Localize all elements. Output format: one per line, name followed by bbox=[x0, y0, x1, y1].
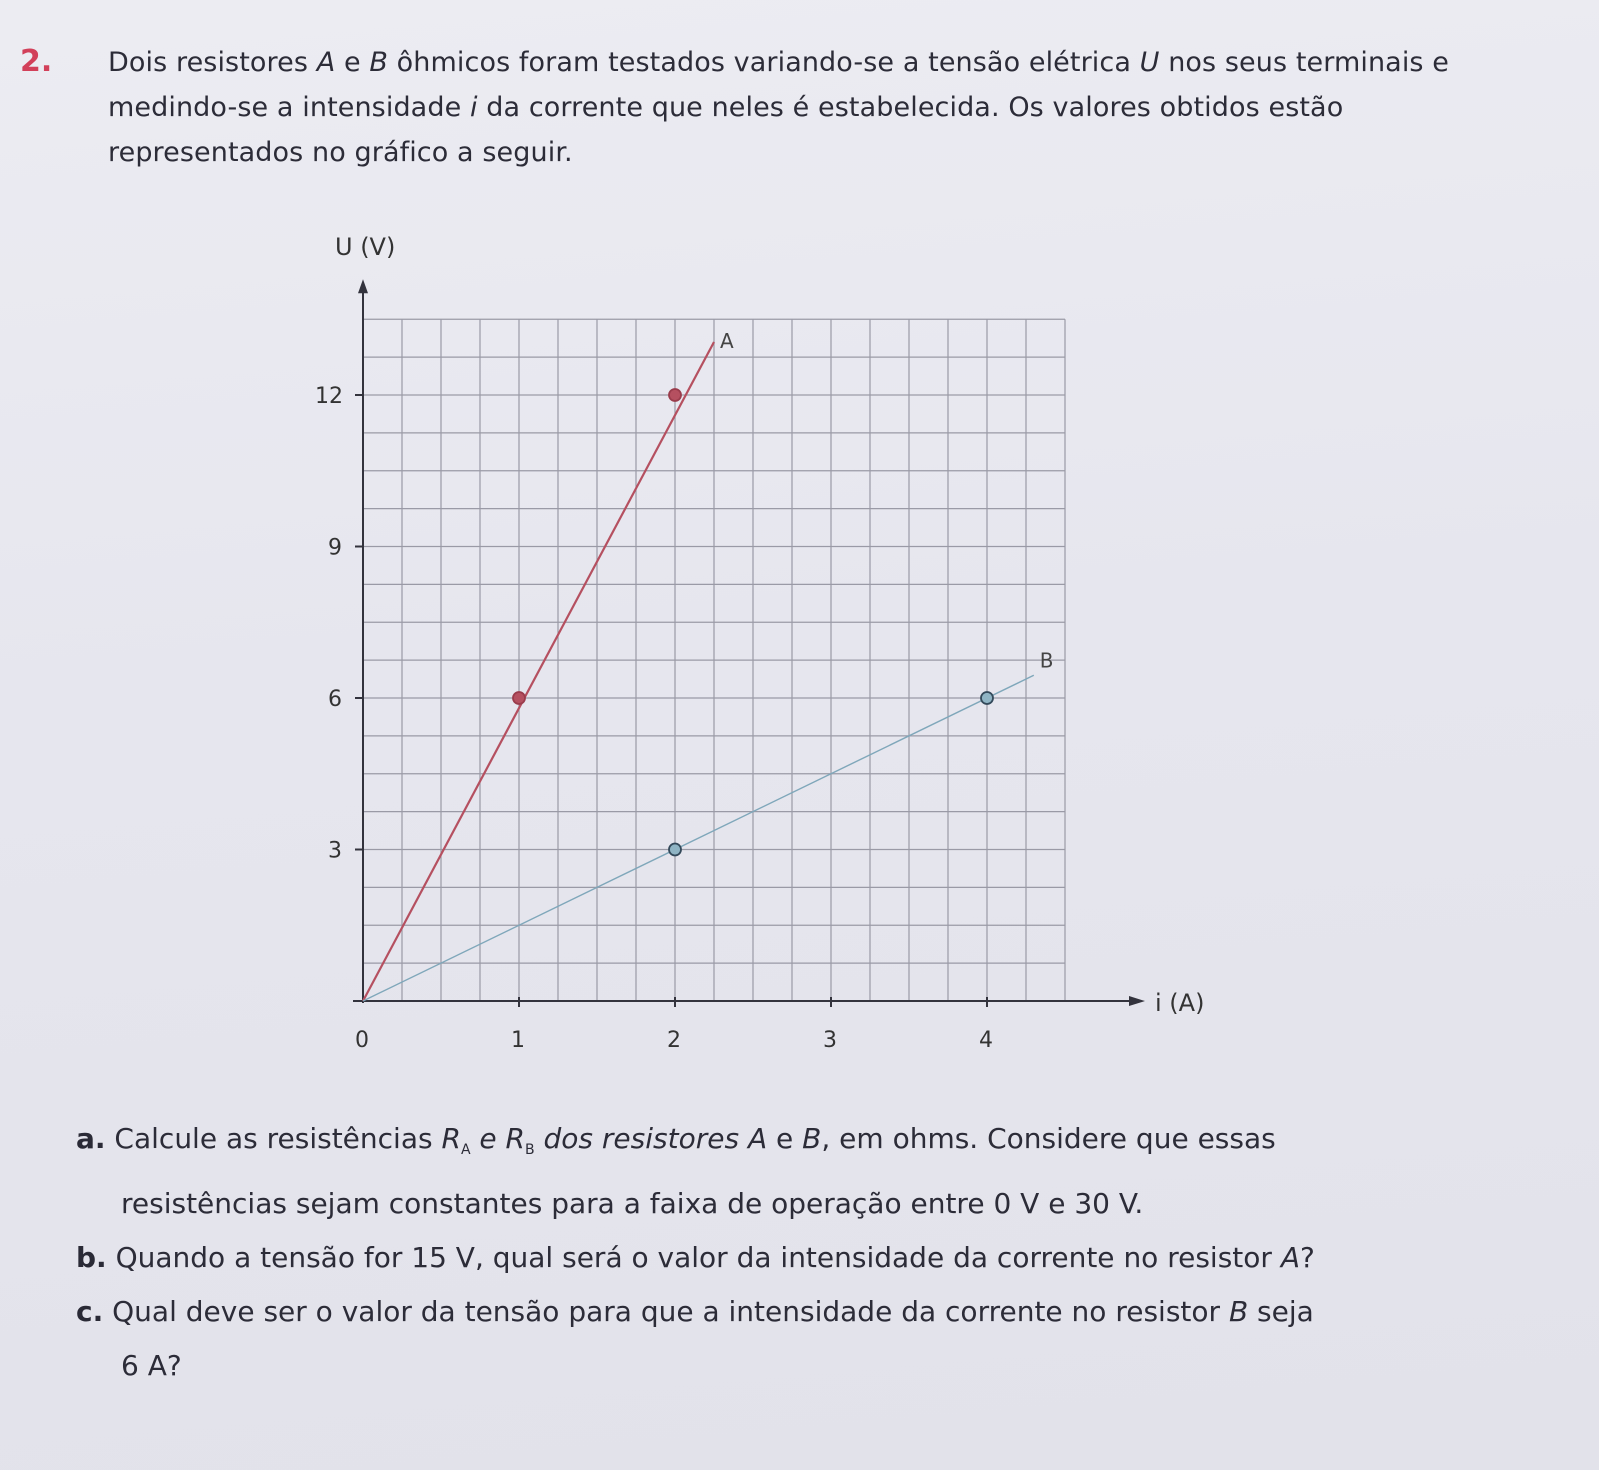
y-axis-label: U (V) bbox=[335, 233, 396, 261]
rb-symbol: R bbox=[505, 1122, 526, 1155]
intro-text-5: da corrente que neles é estabelecida. Os valores obtidos estão representados no gráfico a seguir. bbox=[108, 92, 1344, 168]
resistance-rb bbox=[505, 1122, 535, 1158]
item-a-text-3: dos resistores bbox=[534, 1122, 748, 1155]
voltage-current-chart bbox=[260, 225, 1260, 1075]
series-b-point bbox=[669, 844, 681, 856]
item-b-letter: b. bbox=[76, 1241, 107, 1274]
series-a-line bbox=[363, 342, 714, 1001]
x-tick-label: 4 bbox=[979, 1028, 993, 1053]
intro-text-4: nos seus terminais e medindo-se a intensidade bbox=[108, 47, 1449, 123]
item-c-resistor-b: B bbox=[1228, 1295, 1249, 1328]
series-b-line bbox=[363, 675, 1034, 1001]
x-axis-label: i (A) bbox=[1155, 989, 1205, 1017]
ra-subscript: A bbox=[460, 1142, 471, 1158]
item-c-text-2: seja bbox=[1248, 1295, 1314, 1328]
x-tick-label: 3 bbox=[823, 1028, 837, 1053]
series-a-point bbox=[669, 389, 681, 401]
item-b-text-2: ? bbox=[1299, 1241, 1315, 1274]
y-tick-label: 6 bbox=[328, 687, 342, 712]
item-c-letter: c. bbox=[76, 1295, 104, 1328]
item-a-resistor-a: A bbox=[747, 1122, 768, 1155]
intro-resistor-a: A bbox=[316, 47, 336, 78]
series-a-label: A bbox=[720, 328, 734, 353]
item-a bbox=[76, 1112, 1516, 1231]
x-tick-label: 0 bbox=[355, 1028, 369, 1053]
y-axis-arrow-icon bbox=[358, 279, 368, 293]
intro-resistor-b: B bbox=[369, 47, 388, 78]
series-a-point bbox=[513, 692, 525, 704]
chart-svg bbox=[260, 225, 1260, 1075]
item-b bbox=[76, 1231, 1516, 1285]
question-items bbox=[76, 1112, 1516, 1393]
question-number: 2. bbox=[20, 44, 53, 79]
item-a-line-2: resistências sejam constantes para a faixa de operação entre 0 V e 30 V. bbox=[121, 1187, 1144, 1220]
item-c bbox=[76, 1285, 1516, 1393]
chart-series bbox=[363, 329, 1054, 1001]
x-axis-arrow-icon bbox=[1129, 996, 1145, 1006]
intro-text-2: e bbox=[335, 47, 370, 78]
series-b-point bbox=[981, 692, 993, 704]
ra-symbol: R bbox=[441, 1122, 461, 1155]
chart-grid bbox=[363, 319, 1065, 1001]
question-intro bbox=[108, 40, 1488, 175]
rb-subscript: B bbox=[525, 1142, 535, 1158]
y-tick-label: 9 bbox=[328, 535, 342, 561]
item-b-resistor-a: A bbox=[1280, 1241, 1300, 1274]
item-a-letter: a. bbox=[76, 1122, 106, 1155]
item-b-text-1: Quando a tensão for 15 V, qual será o valor da intensidade da corrente no resistor bbox=[106, 1241, 1281, 1274]
item-a-text-2: e bbox=[470, 1122, 506, 1155]
intro-text-1: Dois resistores bbox=[108, 47, 317, 78]
intro-voltage-symbol: U bbox=[1139, 47, 1160, 78]
item-c-line-2: 6 A? bbox=[121, 1349, 182, 1382]
resistance-ra bbox=[441, 1122, 471, 1158]
item-a-text-5: , em ohms. Considere que essas bbox=[821, 1122, 1276, 1155]
x-tick-label: 1 bbox=[511, 1028, 525, 1053]
y-tick-label: 12 bbox=[315, 384, 343, 409]
series-b-label: B bbox=[1039, 648, 1054, 673]
x-tick-label: 2 bbox=[667, 1028, 681, 1053]
chart-ticks bbox=[315, 384, 993, 1053]
item-a-text-4: e bbox=[767, 1122, 803, 1155]
item-a-text-1: Calcule as resistências bbox=[105, 1122, 442, 1155]
item-c-text-1: Qual deve ser o valor da tensão para que a intensidade da corrente no resistor bbox=[103, 1295, 1229, 1328]
intro-current-symbol: i bbox=[469, 92, 478, 123]
item-a-resistor-b: B bbox=[802, 1122, 822, 1155]
y-tick-label: 3 bbox=[328, 838, 342, 864]
intro-text-3: ôhmicos foram testados variando-se a tensão elétrica bbox=[387, 47, 1140, 78]
